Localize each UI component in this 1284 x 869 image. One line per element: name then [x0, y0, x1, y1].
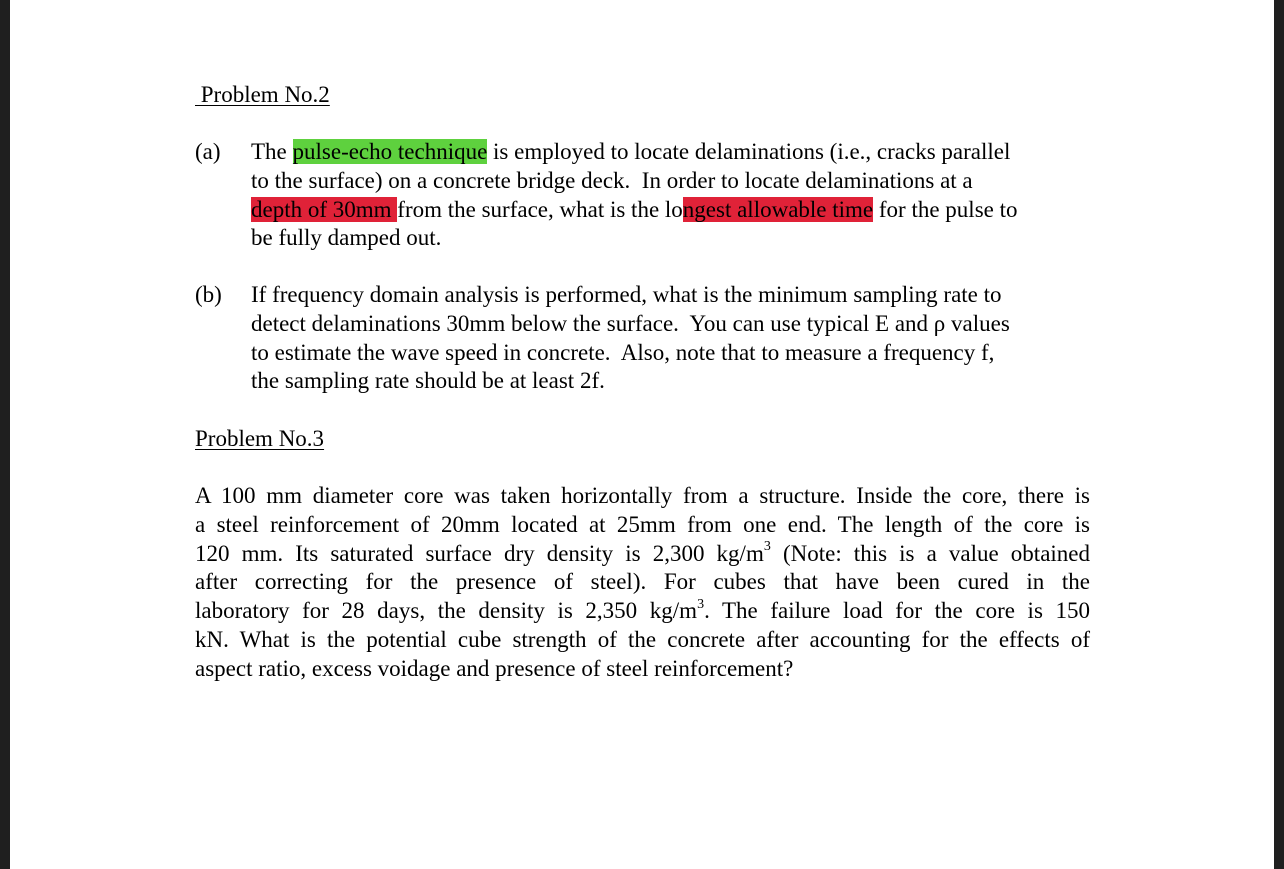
- part-a-label: (a): [195, 139, 221, 164]
- highlight-red: ngest allowable time: [682, 196, 874, 222]
- problem-3-line-4: after correcting for the presence of steel). For cubes that have been cured in the: [195, 569, 1090, 595]
- part-b-line-1: If frequency domain analysis is performed, what is the minimum sampling rate to: [251, 282, 1002, 307]
- part-b-line-2: detect delaminations 30mm below the surface. You can use typical E and ρ values: [251, 310, 1010, 336]
- problem-3-line-3: [195, 540, 1090, 569]
- part-b-line-3: to estimate the wave speed in concrete. Also, note that to measure a frequency f,: [251, 339, 995, 365]
- part-a-line-1: [251, 138, 1101, 167]
- part-a-text: [251, 138, 1101, 253]
- text-run: for the pulse to: [873, 196, 1018, 222]
- text-run: from the surface, what is the lo: [397, 196, 683, 222]
- text-run: The: [251, 139, 293, 164]
- part-b-text: [251, 281, 1101, 396]
- highlight-red: depth of 30mm: [251, 196, 398, 222]
- problem-3-line-6: kN. What is the potential cube strength of the concrete after accounting for the effects of: [195, 626, 1090, 652]
- part-a-line-2: to the surface) on a concrete bridge deck. In order to locate delaminations at a: [251, 167, 973, 193]
- text-run: is employed to locate delaminations (i.e., cracks parallel: [487, 139, 1011, 164]
- text-run: . The failure load for the core is 150: [704, 598, 1091, 624]
- part-b-line-4: the sampling rate should be at least 2f.: [251, 368, 605, 394]
- superscript: 3: [763, 538, 771, 554]
- problem-3-line-1: A 100 mm diameter core was taken horizontally from a structure. Inside the core, there is: [195, 483, 1090, 508]
- text-run: laboratory for 28 days, the density is 2,350 kg/m: [195, 598, 698, 624]
- problem-2-heading: Problem No.2: [195, 82, 330, 107]
- highlight-green: pulse-echo technique: [292, 139, 488, 164]
- text-run: 120 mm. Its saturated surface dry density is 2,300 kg/m: [195, 540, 764, 566]
- document-page: [10, 0, 1274, 869]
- text-run: (Note: this is a value obtained: [770, 540, 1090, 566]
- problem-3-line-7: aspect ratio, excess voidage and presence of steel reinforcement?: [195, 655, 794, 681]
- problem-3-line-2: a steel reinforcement of 20mm located at 25mm from one end. The length of the core is: [195, 511, 1090, 537]
- part-a-line-3: [251, 196, 1101, 225]
- part-b-label: (b): [195, 282, 222, 307]
- problem-3-body: [195, 482, 1090, 684]
- superscript: 3: [697, 596, 705, 612]
- problem-3-heading: Problem No.3: [195, 426, 325, 451]
- problem-3-line-5: [195, 597, 1090, 626]
- part-a-line-4: be fully damped out.: [251, 225, 442, 251]
